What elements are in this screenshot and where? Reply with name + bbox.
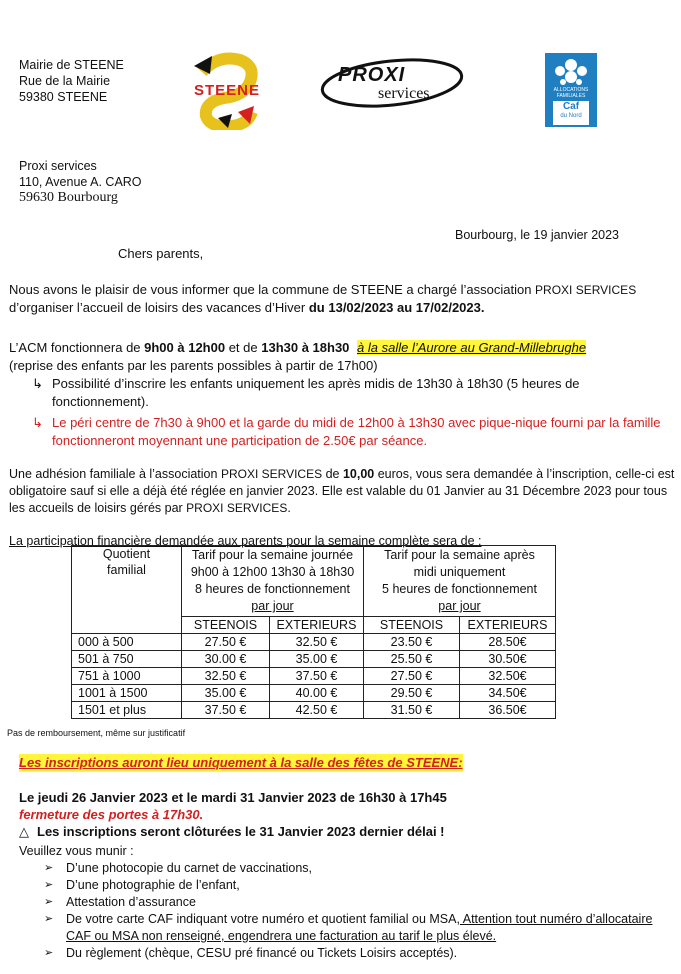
caf-logo-text: Caf [562,101,580,112]
table-header-row [72,546,556,617]
caf-warning: Attention tout numéro d’allocataire CAF ou MSA non renseigné, engendrera une facturation au tarif le plus élevé. [66,912,653,943]
cell-price: 40.00 € [270,685,364,702]
cell-price: 30.00 € [182,651,270,668]
acm-afternoon-hours: 13h30 à 18h30 [261,340,350,355]
participation-title: La participation financière demandée aux parents pour la semaine complète sera de : [9,534,482,548]
header-line: 9h00 à 12h00 13h30 à 18h30 [190,565,355,579]
header-exterieurs: EXTERIEURS [270,617,364,634]
documents-list [44,860,664,962]
holiday-dates: du 13/02/2023 au 17/02/2023. [308,300,485,315]
acm-text: et de [225,340,262,355]
cell-price: 32.50€ [460,668,556,685]
caf-logo-subtitle: ALLOCATIONS FAMILIALES [553,87,589,99]
cell-price: 36.50€ [460,702,556,719]
acm-morning-hours: 9h00 à 12h00 [144,340,226,355]
steene-logo-text: STEENE [194,82,261,99]
deadline-text: Les inscriptions seront clôturées le 31 Janvier 2023 dernier délai ! [37,824,445,839]
cell-price: 23.50 € [364,634,460,651]
caf-text: De votre carte CAF indiquant votre numéro et quotient familial ou MSA, [66,912,460,926]
arrow-icon: ↳ [32,376,43,391]
cell-price: 32.50 € [270,634,364,651]
greeting: Chers parents, [118,246,204,261]
acm-pickup-note: (reprise des enfants par les parents possibles à partir de 17h00) [9,358,378,373]
acm-location: à la salle l’Aurore au Grand-Millebrughe [357,340,587,355]
cell-price: 37.50 € [270,668,364,685]
header-line: 5 heures de fonctionnement [382,582,537,596]
cell-price: 27.50 € [364,668,460,685]
table-row [72,702,556,719]
intro-paragraph [9,281,675,317]
option-text: Le péri centre de 7h30 à 9h00 et la garde du midi de 12h00 à 13h30 avec pique-nique fourni par la famille fonctionneront moyennant une participation de 2.50€ par séance. [52,415,661,448]
cell-quotient: 000 à 500 [72,634,182,651]
acm-options [32,375,672,450]
mairie-line: 59380 STEENE [19,90,108,104]
cell-quotient: 1501 et plus [72,702,182,719]
adhesion-text: . [287,501,291,515]
proxi-line: 59630 Bourbourg [19,190,118,205]
cell-price: 32.50 € [182,668,270,685]
arrow-icon: ➢ [44,913,54,925]
proxi-logo-text: PROXI [338,64,406,86]
option-pericentre [32,414,672,450]
header-quotient [72,546,182,634]
header-line: par jour [438,599,481,613]
list-item-text: Du règlement (chèque, CESU pré financé ou Tickets Loisirs acceptés). [66,946,458,960]
acm-text: L’ACM fonctionnera de [9,340,145,355]
cell-price: 42.50 € [270,702,364,719]
header-quotient-label: Quotient familial [102,547,151,577]
list-item-text: D’une photographie de l’enfant, [66,878,240,892]
acm-paragraph [9,339,675,375]
header-exterieurs: EXTERIEURS [460,617,556,634]
adhesion-text: euros, vous sera demandée à l’inscription, celle-ci est obligatoire sauf si elle a déjà été réglée en janvier 2023. Elle est valable du 01 Janvier au 31 Décembre 2023 pour tous les accueils de loisirs gérés par [9,467,675,515]
registration-dates: Le jeudi 26 Janvier 2023 et le mardi 31 Janvier 2023 de 16h30 à 17h45 [19,790,447,805]
list-item-text: D’une photocopie du carnet de vaccinations, [66,861,312,875]
adhesion-paragraph [9,466,675,517]
header-line: Tarif pour la semaine journée [191,548,354,562]
registration-location: Les inscriptions auront lieu uniquement à la salle des fêtes de STEENE: [19,755,463,770]
option-afternoon [32,375,672,411]
header-steenois: STEENOIS [182,617,270,634]
cell-price: 35.00 € [182,685,270,702]
cell-quotient: 501 à 750 [72,651,182,668]
cell-price: 31.50 € [364,702,460,719]
association-name: PROXI SERVICES [220,467,323,481]
cell-price: 27.50 € [182,634,270,651]
table-row [72,668,556,685]
table-row [72,651,556,668]
cell-price: 34.50€ [460,685,556,702]
documents-intro: Veuillez vous munir : [19,844,134,858]
intro-text: d’organiser l’accueil de loisirs des vacances d’Hiver [9,300,309,315]
mairie-address [19,57,124,105]
proxi-line: 110, Avenue A. CARO [19,175,142,189]
option-text: Possibilité d’inscrire les enfants uniquement les après midis de 13h30 à 18h30 (5 heures de fonctionnement). [52,376,580,409]
cell-quotient: 1001 à 1500 [72,685,182,702]
header-apresmidi [364,546,556,617]
header-journee [182,546,364,617]
steene-logo [188,52,262,130]
table-row [72,685,556,702]
arrow-icon: ➢ [44,896,54,908]
list-item [44,945,664,962]
cell-price: 28.50€ [460,634,556,651]
header-steenois: STEENOIS [364,617,460,634]
doors-closing: fermeture des portes à 17h30. [19,807,204,822]
association-name: PROXI SERVICES [186,501,288,515]
cell-price: 25.50 € [364,651,460,668]
proxi-logo-subtext: services [378,85,430,102]
caf-logo-region: du Nord [560,113,582,119]
header-line: Tarif pour la semaine après [384,548,535,562]
caf-logo [545,53,597,127]
refund-note: Pas de remboursement, même sur justificatif [7,728,186,738]
list-item [44,911,664,945]
intro-text: Nous avons le plaisir de vous informer que la commune de STEENE a chargé l’association [9,282,536,297]
pricing-table [71,545,556,719]
cell-price: 37.50 € [182,702,270,719]
arrow-icon: ➢ [44,879,54,891]
proxi-address [19,158,142,206]
proxi-logo [318,55,466,111]
proxi-line: Proxi services [19,159,97,173]
list-item-text: Attestation d’assurance [66,895,196,909]
list-item-text [66,911,664,945]
caf-logo-box [553,101,589,125]
cell-quotient: 751 à 1000 [72,668,182,685]
list-item [44,860,664,877]
cell-price: 29.50 € [364,685,460,702]
mairie-line: Rue de la Mairie [19,74,111,88]
adhesion-amount: 10,00 [342,467,375,481]
list-item [44,877,664,894]
adhesion-text: de [322,467,343,481]
arrow-icon: ➢ [44,862,54,874]
header-line: 8 heures de fonctionnement [195,582,350,596]
header-line: par jour [251,599,294,613]
cell-price: 30.50€ [460,651,556,668]
mairie-line: Mairie de STEENE [19,58,124,72]
header-line: midi uniquement [413,565,506,579]
association-name: PROXI SERVICES [535,283,637,297]
arrow-icon: ➢ [44,947,54,959]
table-row [72,634,556,651]
letter-date: Bourbourg, le 19 janvier 2023 [455,228,620,242]
warning-icon: △ [19,824,29,839]
adhesion-text: Une adhésion familiale à l’association [9,467,221,481]
cell-price: 35.00 € [270,651,364,668]
list-item [44,894,664,911]
registration-deadline [19,823,445,841]
arrow-icon: ↳ [32,415,43,430]
